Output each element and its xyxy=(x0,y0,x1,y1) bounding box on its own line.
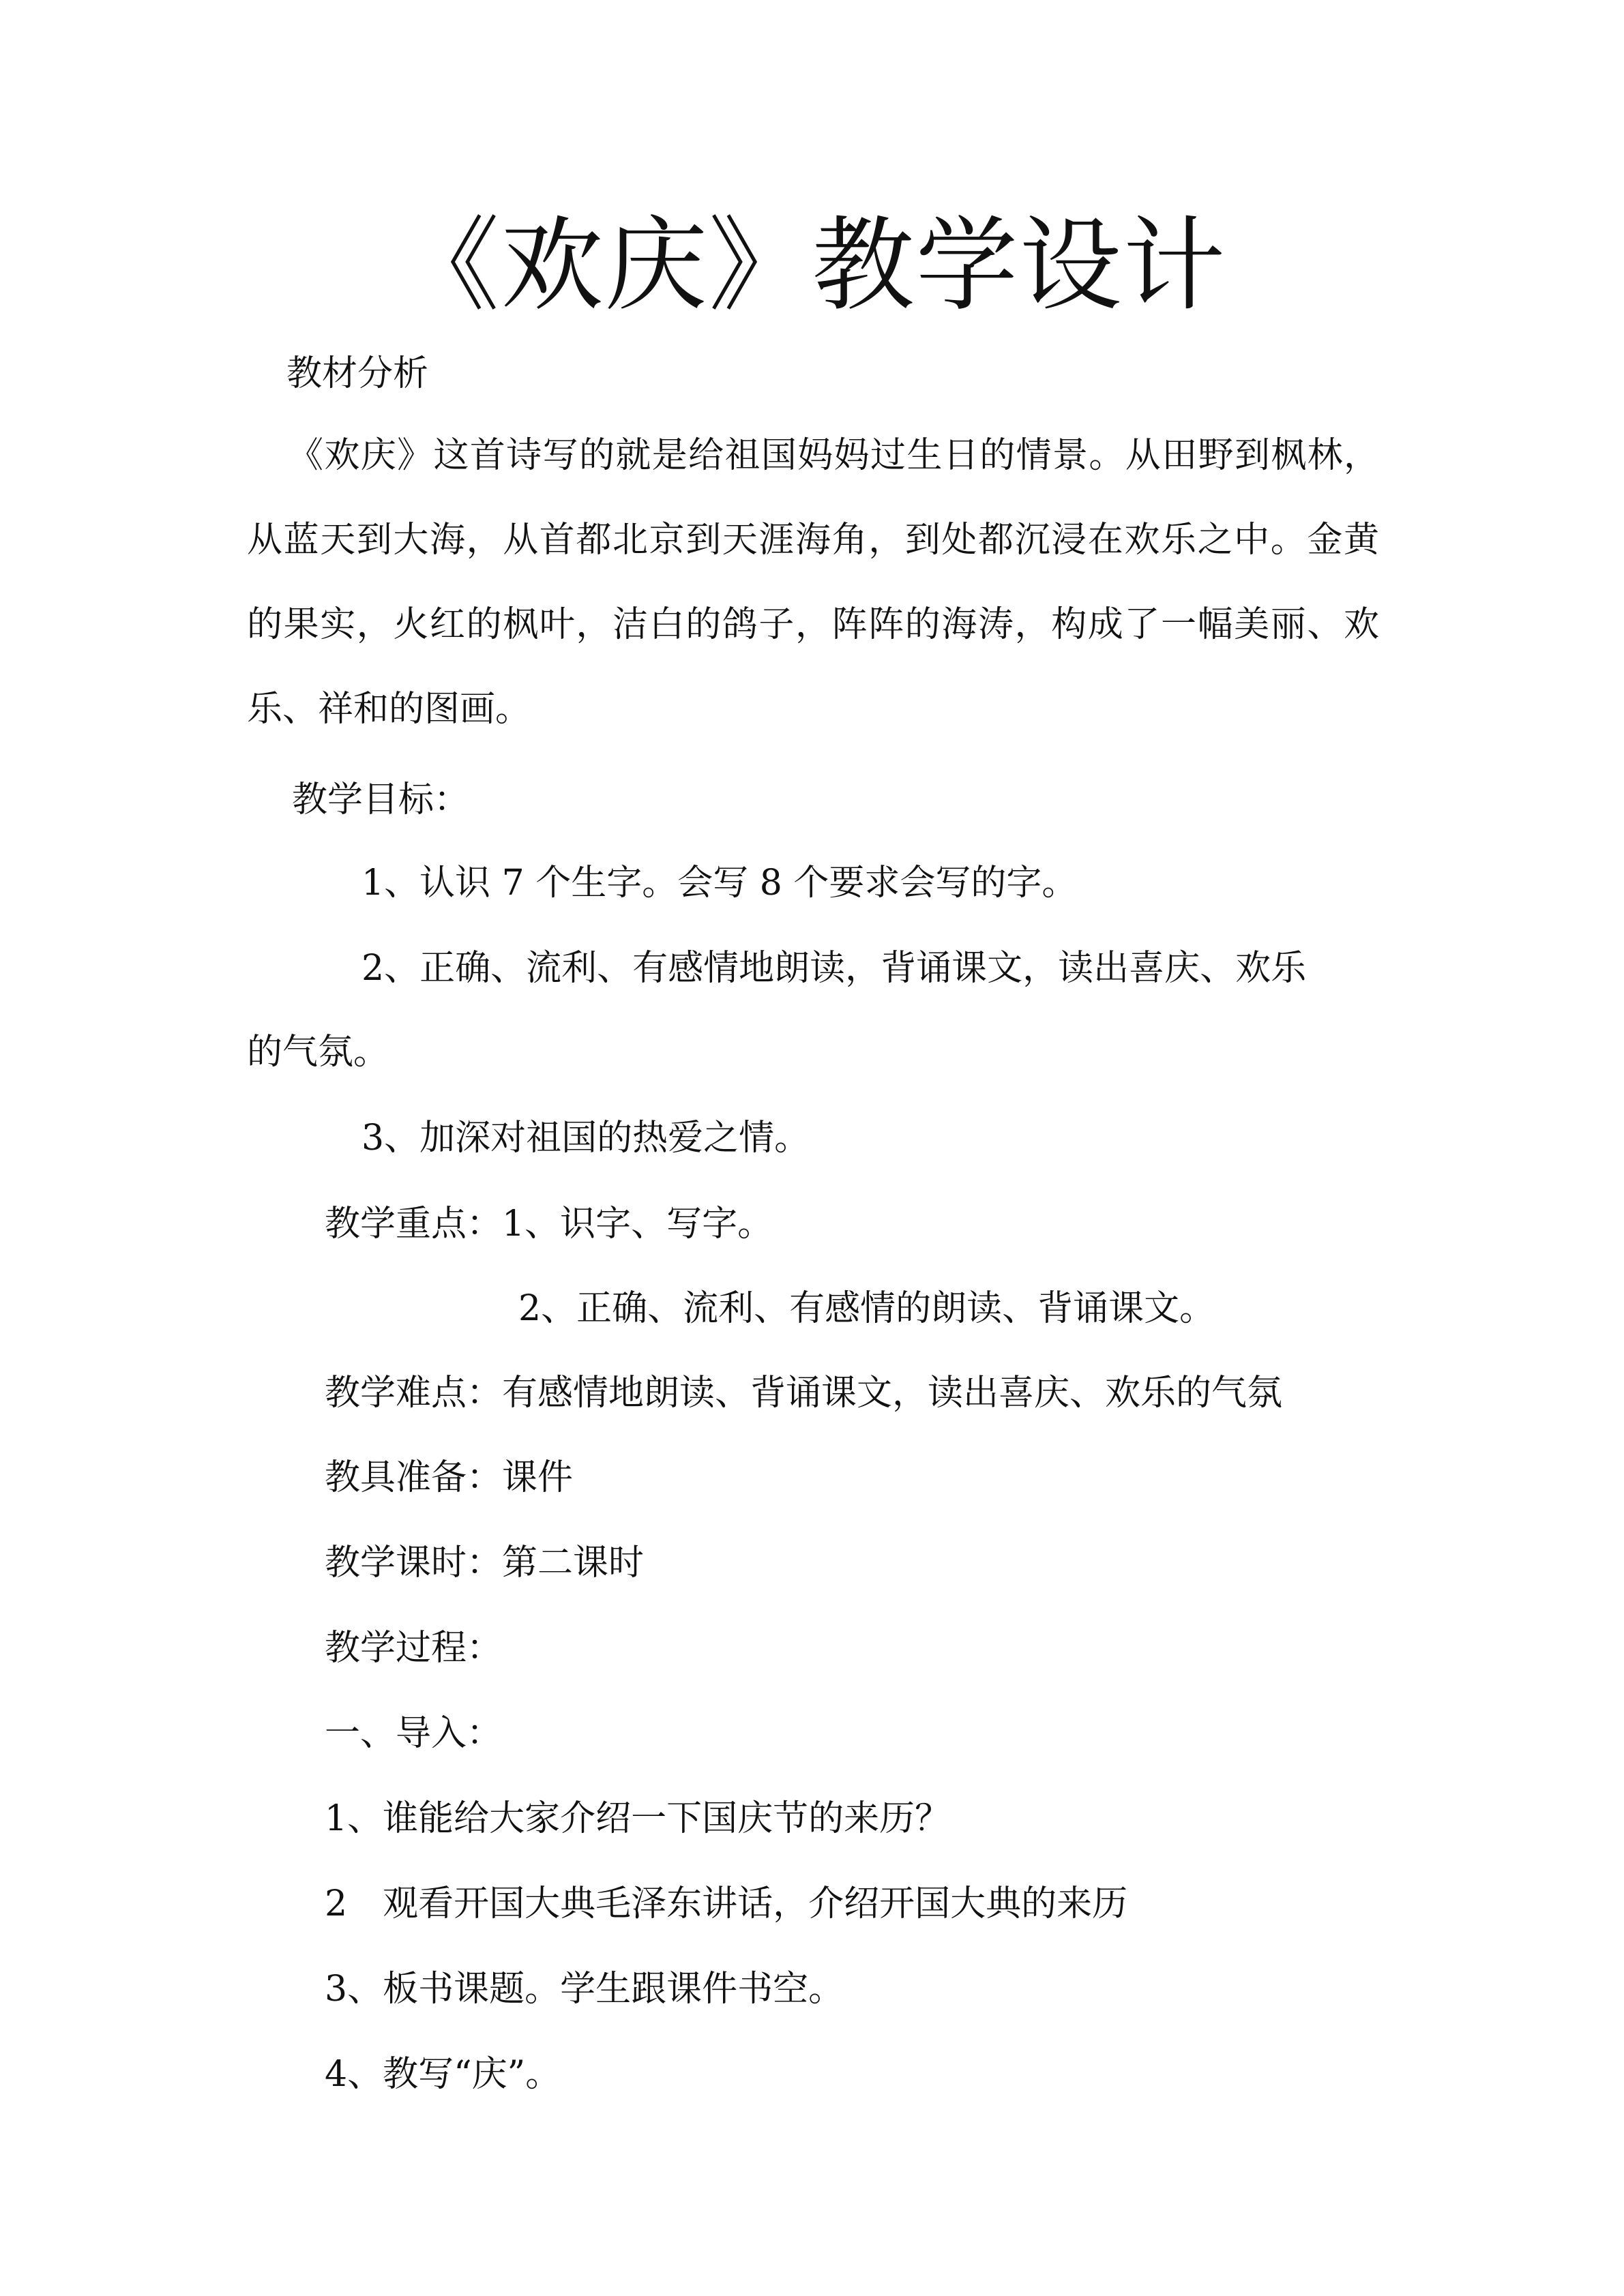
goal-item-3: 3、加深对祖国的热爱之情。 xyxy=(361,1118,810,1159)
intro-item-3: 3、板书课题。学生跟课件书空。 xyxy=(325,1969,844,2010)
goal-item-2-continued: 的气氛。 xyxy=(247,1032,389,1073)
goals-heading: 教学目标： xyxy=(292,779,470,820)
goal-item-1: 1、认识 7 个生字。会写 8 个要求会写的字。 xyxy=(361,863,1078,904)
intro-item-1: 1、谁能给大家介绍一下国庆节的来历？ xyxy=(325,1798,951,1839)
goal-item-2: 2、正确、流利、有感情地朗读，背诵课文，读出喜庆、欢乐 xyxy=(361,948,1307,989)
difficulty: 教学难点：有感情地朗读、背诵课文，读出喜庆、欢乐的气氛 xyxy=(325,1373,1283,1414)
key-points: 教学重点：1、识字、写字。 xyxy=(325,1204,773,1244)
process-heading: 教学过程： xyxy=(325,1628,503,1669)
intro-heading: 一、导入： xyxy=(325,1713,503,1754)
key-points-2: 2、正确、流利、有感情的朗读、背诵课文。 xyxy=(518,1288,1215,1329)
teaching-periods: 教学课时：第二课时 xyxy=(325,1542,645,1583)
analysis-heading: 教材分析 xyxy=(286,353,429,394)
analysis-paragraph: 《欢庆》这首诗写的就是给祖国妈妈过生日的情景。从田野到枫林，从蓝天到大海，从首都北京到天涯海角，到处都沉浸在欢乐之中。金黄的果实，火红的枫叶，洁白的鸽子，阵阵的海涛，构成了一幅美丽、欢乐、祥和的图画。 xyxy=(247,435,1379,730)
intro-item-2: 2 观看开国大典毛泽东讲话，介绍开国大典的来历 xyxy=(325,1883,1128,1924)
teaching-tools: 教具准备：课件 xyxy=(325,1457,574,1498)
page-title: 《欢庆》教学设计 xyxy=(397,207,1227,325)
intro-item-4: 4、教写“庆”。 xyxy=(325,2054,561,2095)
